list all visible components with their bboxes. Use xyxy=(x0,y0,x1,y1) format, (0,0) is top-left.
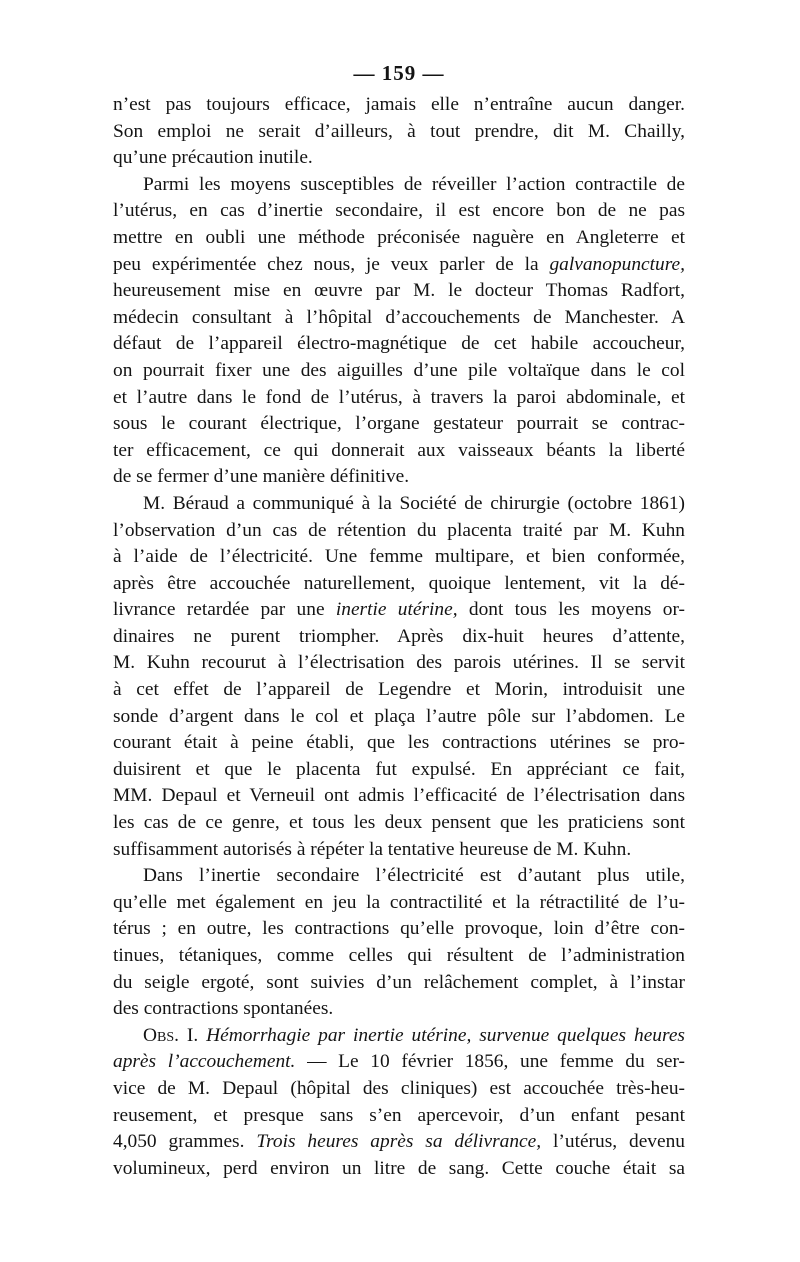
text-line: Obs. I. Hémorrhagie par inertie utérine, survenue quelques heures xyxy=(143,1024,685,1046)
text-line: suffisamment autorisés à répéter la tentative heureuse de M. Kuhn. xyxy=(113,838,632,860)
text-line: MM. Depaul et Verneuil ont admis l’efficacité de l’électrisation dans xyxy=(113,785,685,807)
text-line: Parmi les moyens susceptibles de réveiller l’action contractile de xyxy=(143,173,685,195)
text-line: du seigle ergoté, sont suivies d’un relâchement complet, à l’instar xyxy=(113,971,685,993)
text-line: M. Béraud a communiqué à la Société de chirurgie (octobre 1861) xyxy=(143,492,685,514)
text-line: volumineux, perd environ un litre de sang. Cette couche était sa xyxy=(113,1157,685,1179)
text-line: Son emploi ne serait d’ailleurs, à tout prendre, dit M. Chailly, xyxy=(113,120,685,142)
text-line: mettre en oubli une méthode préconisée naguère en Angleterre et xyxy=(113,226,685,248)
text-line: peu expérimentée chez nous, je veux parler de la galvanopuncture, xyxy=(113,253,685,275)
text-line: 4,050 grammes. Trois heures après sa délivrance, l’utérus, devenu xyxy=(113,1131,685,1153)
text-line: térus ; en outre, les contractions qu’elle provoque, loin d’être con- xyxy=(113,918,685,940)
paragraph xyxy=(113,491,685,863)
page-number: — 159 — xyxy=(353,61,445,85)
text-line: l’observation d’un cas de rétention du placenta traité par M. Kuhn xyxy=(113,519,685,541)
paragraph xyxy=(113,92,685,172)
text-line: et l’autre dans le fond de l’utérus, à travers la paroi abdominale, et xyxy=(113,386,685,408)
text-line: Dans l’inertie secondaire l’électricité est d’autant plus utile, xyxy=(143,865,685,887)
text-line: vice de M. Depaul (hôpital des cliniques) est accouchée très-heu- xyxy=(113,1077,685,1099)
text-line: livrance retardée par une inertie utérine, dont tous les moyens or- xyxy=(113,599,685,621)
paragraph xyxy=(113,172,685,491)
text-line: tinues, tétaniques, comme celles qui résultent de l’administration xyxy=(113,945,685,966)
body-text xyxy=(113,92,685,1182)
text-line: à l’aide de l’électricité. Une femme multipare, et bien conformée, xyxy=(113,546,685,568)
book-page xyxy=(113,58,685,1248)
text-line: défaut de l’appareil électro-magnétique de cet habile accoucheur, xyxy=(113,333,685,355)
text-line: on pourrait fixer une des aiguilles d’une pile voltaïque dans le col xyxy=(113,359,685,381)
text-line: les cas de ce genre, et tous les deux pensent que les praticiens sont xyxy=(113,812,685,834)
text-line: n’est pas toujours efficace, jamais elle n’entraîne aucun danger. xyxy=(113,94,685,115)
text-line: courant était à peine établi, que les contractions utérines se pro- xyxy=(113,732,685,754)
text-line: sous le courant électrique, l’organe gestateur pourrait se contrac- xyxy=(113,413,685,435)
text-line: dinaires ne purent triompher. Après dix-huit heures d’attente, xyxy=(113,625,685,647)
text-line: de se fermer d’une manière définitive. xyxy=(113,466,410,488)
text-line: qu’une précaution inutile. xyxy=(113,147,313,169)
paragraph xyxy=(113,1023,685,1183)
text-line: qu’elle met également en jeu la contractilité et la rétractilité de l’u- xyxy=(113,891,685,913)
text-line: après l’accouchement. — Le 10 février 1856, une femme du ser- xyxy=(113,1051,685,1073)
text-line: heureusement mise en œuvre par M. le docteur Thomas Radfort, xyxy=(113,280,685,302)
paragraph xyxy=(113,863,685,1023)
text-line: reusement, et presque sans s’en apercevoir, d’un enfant pesant xyxy=(113,1104,685,1126)
text-line: ter efficacement, ce qui donnerait aux vaisseaux béants la liberté xyxy=(113,439,685,461)
text-line: à cet effet de l’appareil de Legendre et Morin, introduisit une xyxy=(113,679,685,701)
text-line: des contractions spontanées. xyxy=(113,998,334,1020)
text-line: sonde d’argent dans le col et plaça l’autre pôle sur l’abdomen. Le xyxy=(113,705,685,727)
text-line: duisirent et que le placenta fut expulsé. En appréciant ce fait, xyxy=(113,758,685,780)
text-line: médecin consultant à l’hôpital d’accouchements de Manchester. A xyxy=(113,306,685,328)
text-line: M. Kuhn recourut à l’électrisation des parois utérines. Il se servit xyxy=(113,652,685,674)
text-line: après être accouchée naturellement, quoique lentement, vit la dé- xyxy=(113,572,685,594)
text-line: l’utérus, en cas d’inertie secondaire, il est encore bon de ne pas xyxy=(113,200,685,222)
